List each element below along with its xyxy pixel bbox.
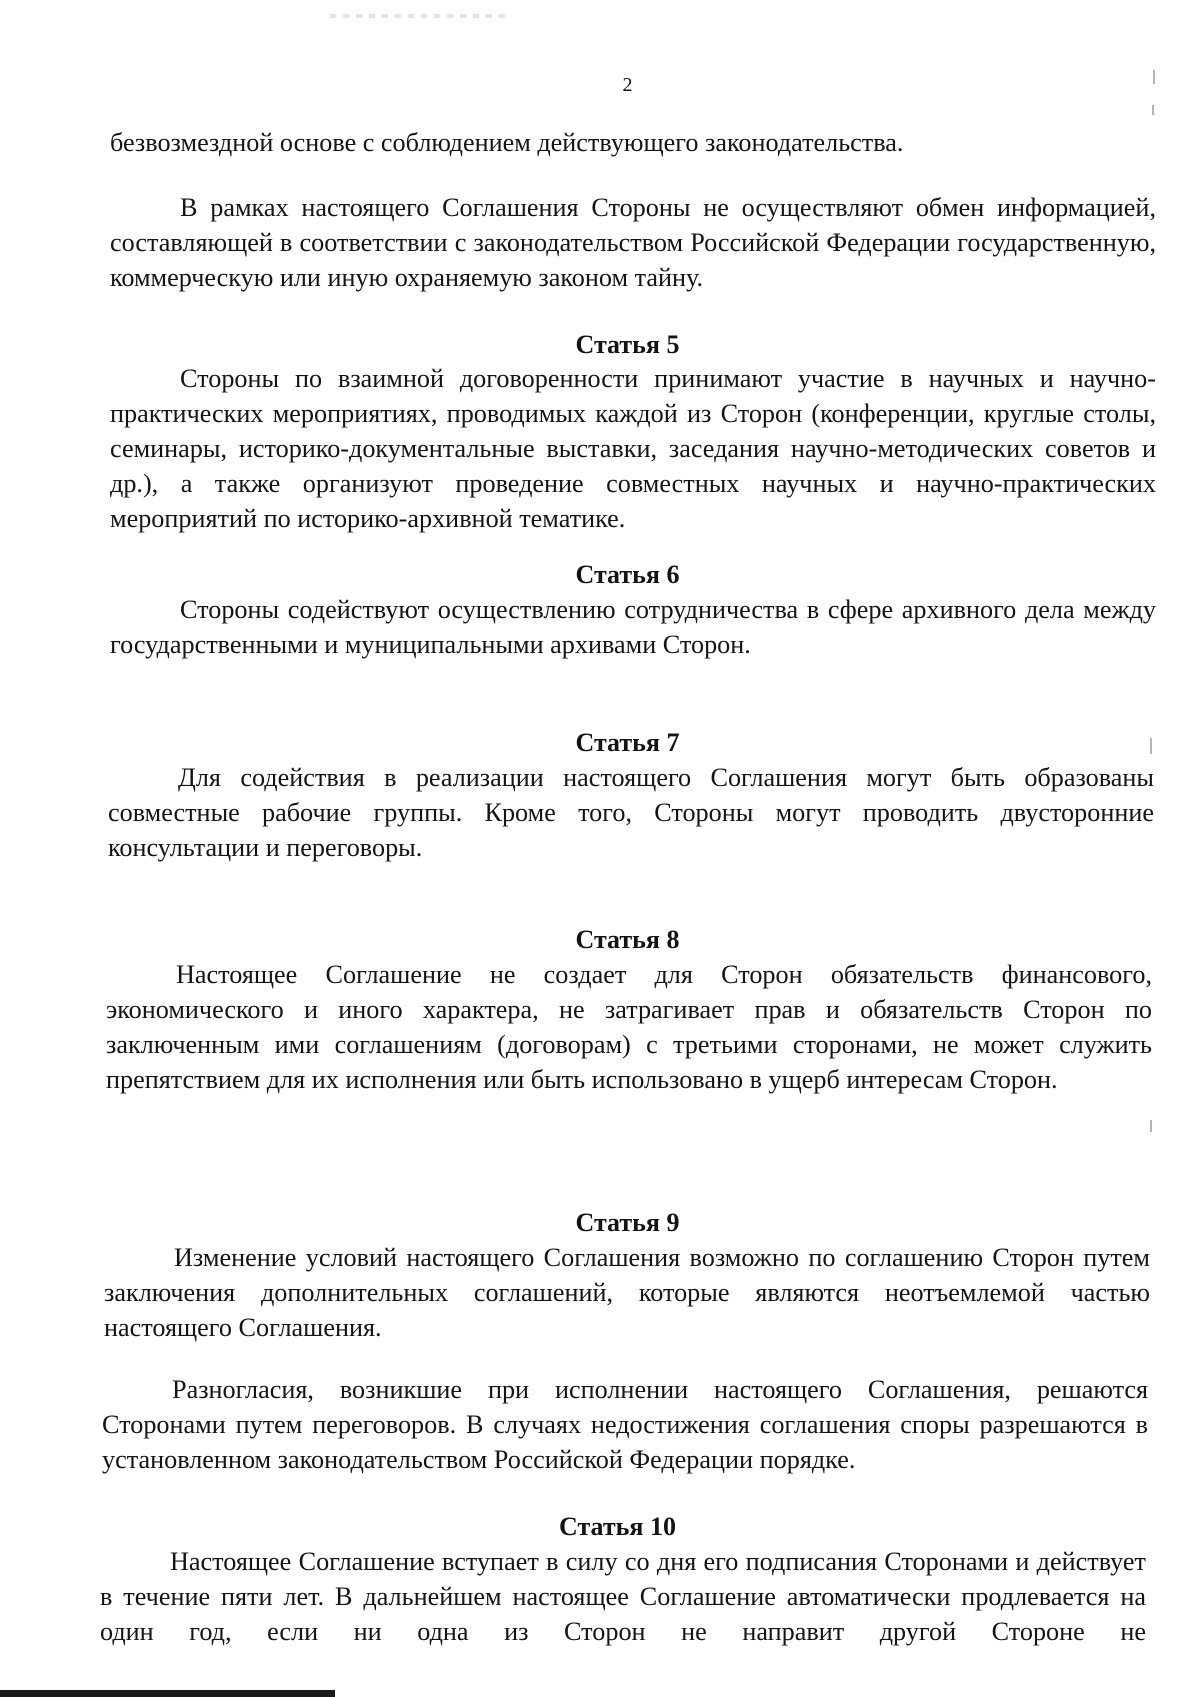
article-9-heading: Статья 9	[575, 1208, 680, 1237]
article-5-heading: Статья 5	[575, 330, 680, 359]
article-7-text: Для содействия в реализации настоящего Соглашения могут быть образованы совместные рабочие группы. Кроме того, Стороны могут проводить двусторонние консультации и переговоры.	[108, 763, 1154, 862]
page-number: 2	[622, 74, 633, 96]
article-8-text: Настоящее Соглашение не создает для Сторон обязательств финансового, экономического и иного характера, не затрагивает прав и обязательств Сторон по заключенным ими соглашениям (договорам) с третьими сторонами, не может служить препятствием для их исполнения или быть использовано в ущерб интересам Сторон.	[106, 960, 1152, 1094]
article-6-heading: Статья 6	[575, 560, 680, 589]
article-5-text: Стороны по взаимной договоренности принимают участие в научных и научно-практических мероприятиях, проводимых каждой из Сторон (конференции, круглые столы, семинары, историко-документальные выставки, заседания научно-методических советов и др.), а также организуют проведение совместных научных и научно-практических мероприятий по историко-архивной тематике.	[110, 364, 1156, 533]
scan-artifact	[1153, 70, 1155, 84]
scan-artifact	[1150, 738, 1152, 754]
scan-artifact	[1152, 105, 1154, 115]
paragraph-secret-info: В рамках настоящего Соглашения Стороны не осуществляют обмен информацией, составляющей в соответствии с законодательством Российской Федерации государственную, коммерческую или иную охраняемую законом тайну.	[110, 193, 1156, 292]
article-9-text: Изменение условий настоящего Соглашения возможно по соглашению Сторон путем заключения дополнительных соглашений, которые являются неотъемлемой частью настоящего Соглашения.	[104, 1243, 1150, 1342]
bottom-edge-mark	[0, 1690, 335, 1697]
article-8-heading: Статья 8	[575, 925, 680, 954]
article-7-heading: Статья 7	[575, 728, 680, 757]
article-10-text: Настоящее Соглашение вступает в силу со дня его подписания Сторонами и действует в течение пяти лет. В дальнейшем настоящее Соглашение автоматически продлевается на один год, если ни одна из Сторон не направит другой Стороне не	[100, 1547, 1146, 1646]
scan-artifact	[1150, 1120, 1152, 1132]
article-10-heading: Статья 10	[559, 1512, 676, 1541]
article-9-text-2: Разногласия, возникшие при исполнении настоящего Соглашения, решаются Сторонами путем переговоров. В случаях недостижения соглашения споры разрешаются в установленном законодательством Российской Федерации порядке.	[102, 1375, 1148, 1474]
paragraph-intro: безвозмездной основе с соблюдением действующего законодательства.	[110, 128, 904, 157]
article-6-text: Стороны содействуют осуществлению сотрудничества в сфере архивного дела между государственными и муниципальными архивами Сторон.	[110, 595, 1156, 659]
scan-artifact	[330, 14, 510, 18]
